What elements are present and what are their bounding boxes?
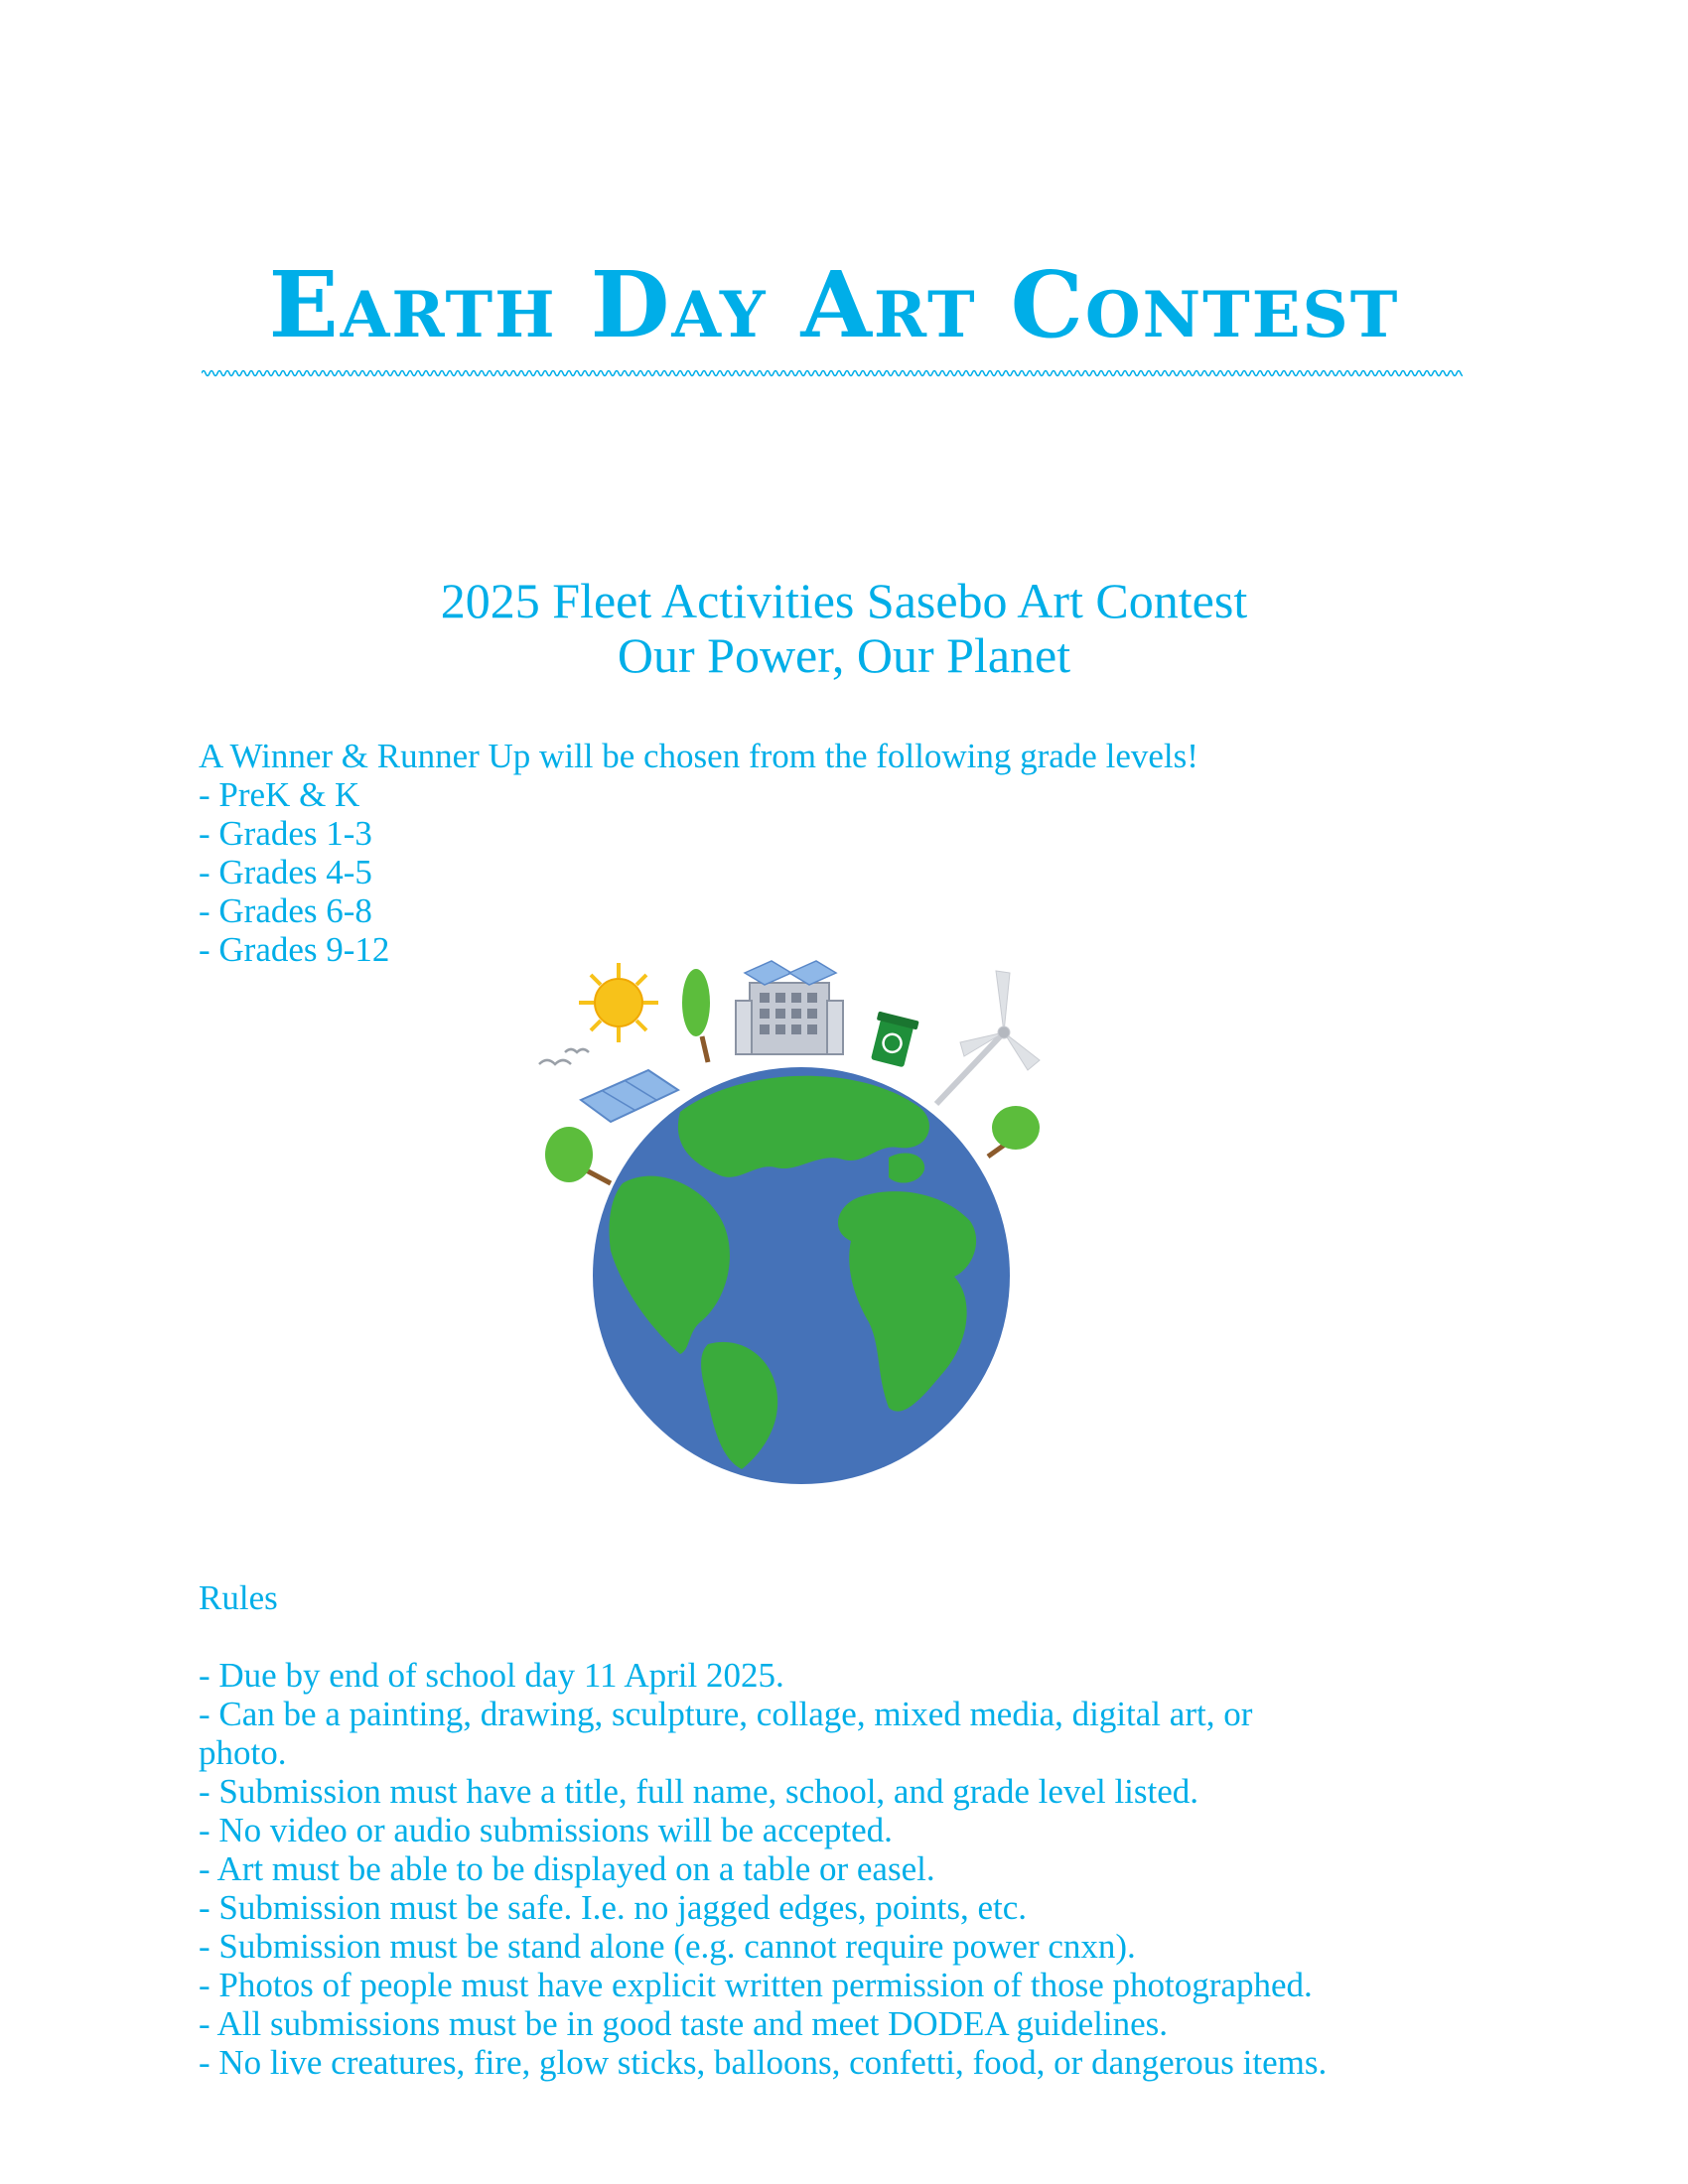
rule-item: - No live creatures, fire, glow sticks, balloons, confetti, food, or dangerous items. bbox=[199, 2043, 1328, 2082]
contest-name: 2025 Fleet Activities Sasebo Art Contest bbox=[440, 573, 1248, 628]
grade-level-item: - Grades 1-3 bbox=[199, 814, 372, 853]
rule-item: - Submission must have a title, full name, school, and grade level listed. bbox=[199, 1772, 1199, 1811]
rule-item: - Can be a painting, drawing, sculpture, collage, mixed media, digital art, or bbox=[199, 1695, 1253, 1733]
grade-level-item: - Grades 9-12 bbox=[199, 930, 390, 969]
rule-item: - Due by end of school day 11 April 2025. bbox=[199, 1656, 784, 1695]
rule-item: photo. bbox=[199, 1733, 287, 1772]
earth-globe-illustration bbox=[531, 953, 1048, 1489]
wind-turbine-icon bbox=[936, 971, 1040, 1104]
rules-heading: Rules bbox=[199, 1578, 278, 1617]
page-title: Earth Day Art Contest bbox=[268, 251, 1400, 358]
intro-text: A Winner & Runner Up will be chosen from the following grade levels! bbox=[199, 737, 1198, 775]
rule-item: - No video or audio submissions will be accepted. bbox=[199, 1811, 893, 1849]
grade-level-item: - Grades 4-5 bbox=[199, 853, 372, 891]
tree-icon bbox=[545, 1127, 611, 1183]
solar-panel-icon bbox=[581, 1070, 678, 1122]
tree-icon bbox=[988, 1106, 1040, 1157]
contest-theme: Our Power, Our Planet bbox=[617, 627, 1071, 683]
rule-item: - All submissions must be in good taste and meet DODEA guidelines. bbox=[199, 2004, 1169, 2043]
rule-item: - Art must be able to be displayed on a table or easel. bbox=[199, 1849, 935, 1888]
grade-level-item: - Grades 6-8 bbox=[199, 891, 372, 930]
grade-level-item: - PreK & K bbox=[199, 775, 360, 814]
rule-item: - Submission must be stand alone (e.g. cannot require power cnxn). bbox=[199, 1927, 1136, 1966]
birds-icon bbox=[539, 1049, 589, 1064]
sun-icon bbox=[579, 963, 658, 1042]
building-icon bbox=[736, 961, 843, 1054]
earth-icon bbox=[593, 1067, 1010, 1484]
wavy-underline bbox=[202, 367, 1463, 379]
rule-item: - Submission must be safe. I.e. no jagged edges, points, etc. bbox=[199, 1888, 1028, 1927]
rule-item: - Photos of people must have explicit written permission of those photographed. bbox=[199, 1966, 1313, 2004]
recycle-bin-icon bbox=[867, 1012, 919, 1069]
tree-icon bbox=[682, 969, 710, 1062]
